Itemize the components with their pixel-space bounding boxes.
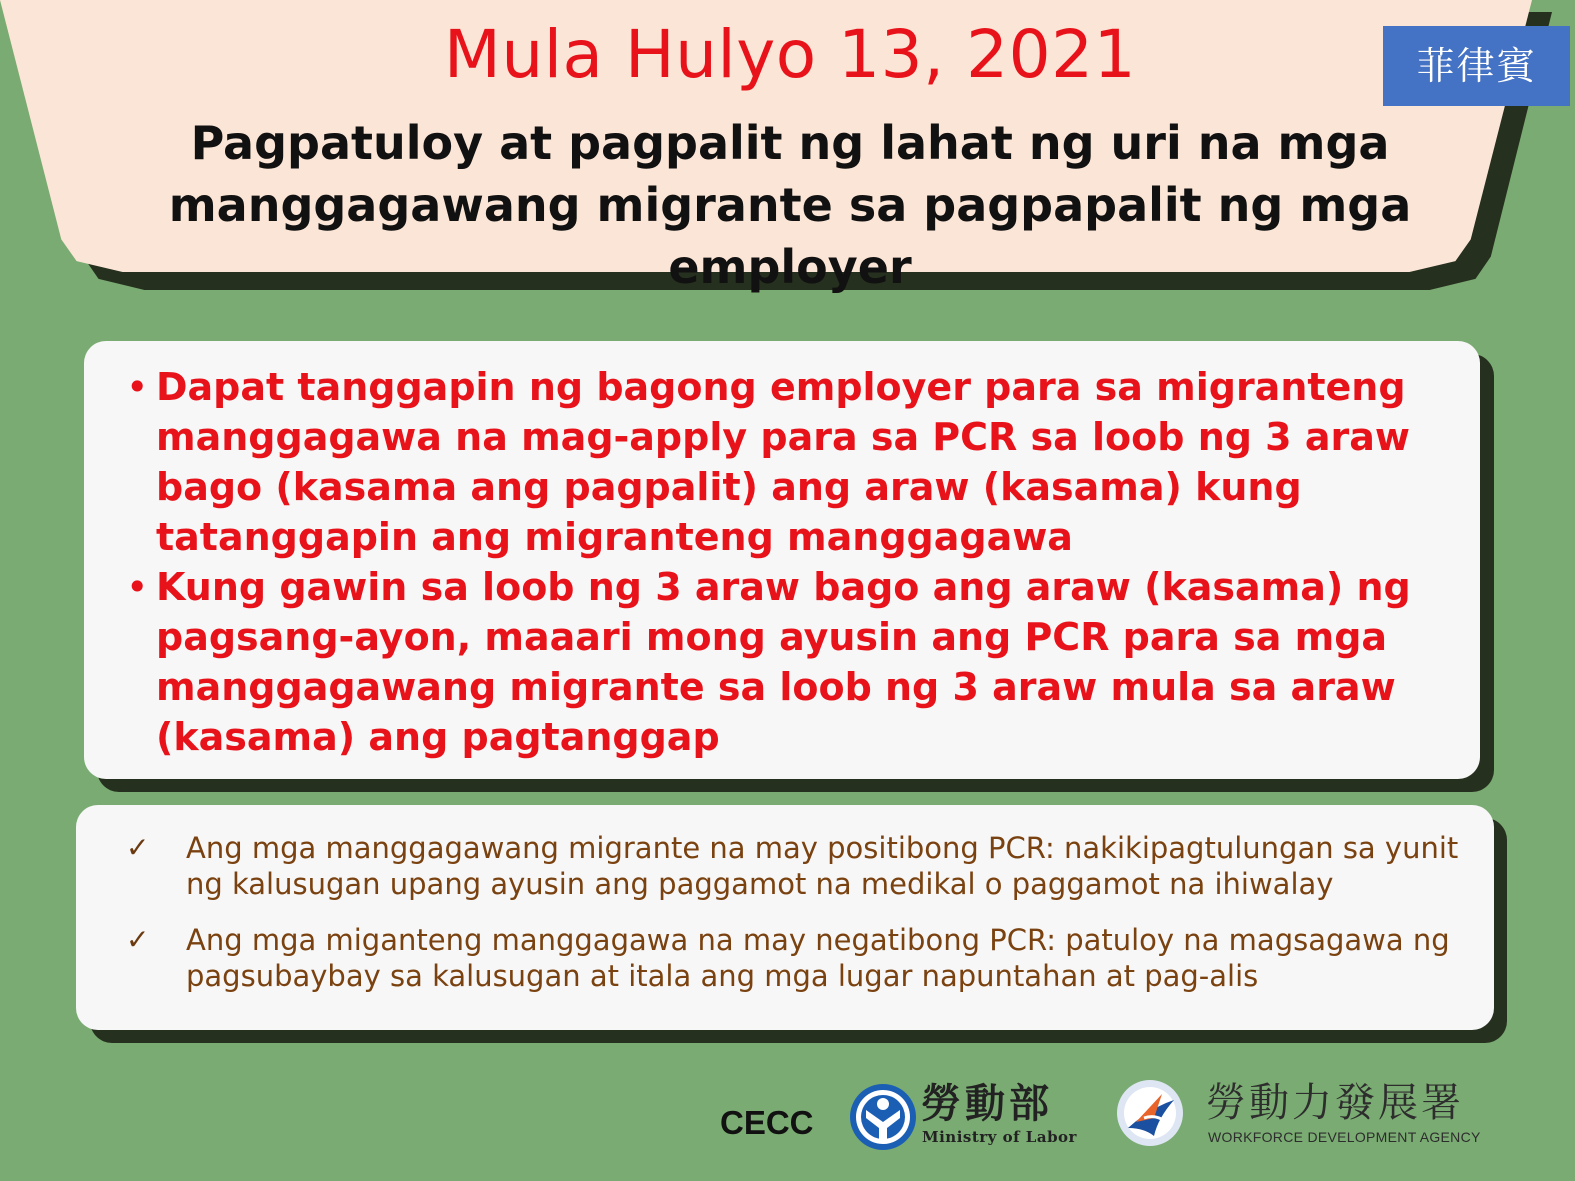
cecc-label: CECC bbox=[720, 1104, 814, 1141]
agency-name-en: WORKFORCE DEVELOPMENT AGENCY bbox=[1208, 1129, 1481, 1145]
subtitle bbox=[60, 112, 1520, 298]
bullet-item bbox=[84, 362, 1464, 562]
check-text: Ang mga manggagawang migrante na may positibong PCR: nakikipagtulungan sa yunit ng kalusugan upang ayusin ang paggamot na medikal o paggamot na ihiwalay bbox=[186, 831, 1459, 901]
notes-check-list bbox=[80, 830, 1460, 1014]
agency-name-zh: 勞動力發展署 bbox=[1206, 1080, 1464, 1126]
bullet-dot-icon: • bbox=[126, 565, 149, 609]
check-icon: ✓ bbox=[126, 831, 150, 864]
check-item bbox=[80, 922, 1460, 994]
workforce-agency-logo bbox=[1114, 1078, 1186, 1148]
date-title: Mula Hulyo 13, 2021 bbox=[443, 16, 1137, 93]
check-text: Ang mga miganteng manggagawa na may negatibong PCR: patuloy na magsagawa ng pagsubaybay sa kalusugan at itala ang mga lugar napuntahan at pag-alis bbox=[186, 923, 1450, 993]
bullet-text: Kung gawin sa loob ng 3 araw bago ang araw (kasama) ng pagsang-ayon, maaari mong ayusin ang PCR para sa mga manggagawang migrante sa loob ng 3 araw mula sa araw (kasama) ang pagtanggap bbox=[156, 565, 1411, 759]
language-badge: 菲律賓 bbox=[1383, 26, 1570, 106]
ministry-name-zh: 勞動部 bbox=[921, 1080, 1053, 1127]
bullet-text: Dapat tanggapin ng bagong employer para sa migranteng manggagawa na mag-apply para sa PCR sa loob ng 3 araw bago (kasama ang pagpalit) ang araw (kasama) kung tatanggapin ang migranteng manggagawa bbox=[156, 365, 1410, 559]
main-bullet-list bbox=[84, 362, 1464, 762]
subtitle-line-1: Pagpatuloy at pagpalit ng lahat ng uri na mga bbox=[190, 116, 1390, 170]
subtitle-line-2: manggagawang migrante sa pagpapalit ng mga employer bbox=[168, 178, 1412, 294]
check-icon: ✓ bbox=[126, 923, 150, 956]
ministry-of-labor-logo bbox=[848, 1082, 918, 1152]
ministry-name-en: Ministry of Labor bbox=[922, 1128, 1077, 1146]
check-item bbox=[80, 830, 1460, 902]
bullet-dot-icon: • bbox=[126, 365, 149, 409]
bullet-item bbox=[84, 562, 1464, 762]
